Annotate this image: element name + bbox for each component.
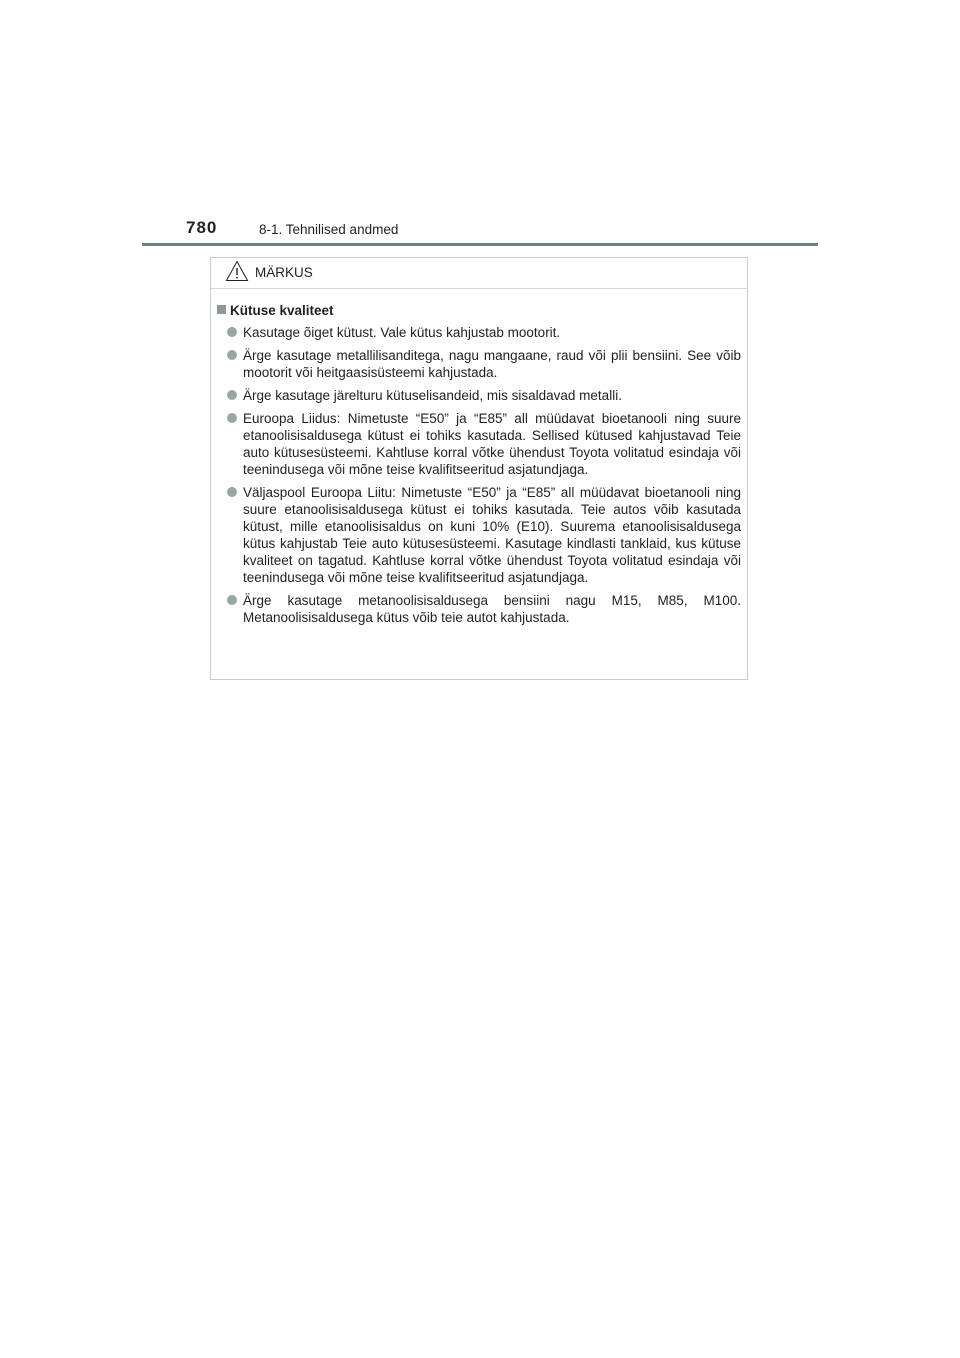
list-item xyxy=(217,592,741,626)
bullet-dot-icon xyxy=(227,595,237,605)
bullet-dot-icon xyxy=(227,413,237,423)
list-item-text: Ärge kasutage järelturu kütuselisandeid, mis sisaldavad metalli. xyxy=(243,388,622,403)
bullet-dot-icon xyxy=(227,350,237,360)
notice-header xyxy=(211,258,747,289)
notice-label: MÄRKUS xyxy=(255,265,313,280)
list-item xyxy=(217,484,741,586)
notice-box xyxy=(210,257,748,680)
list-item xyxy=(217,347,741,381)
list-item-text: Euroopa Liidus: Nimetuste “E50” ja “E85” all müüdavat bioetanooli ning suure etanoolisisaldusega kütust ei tohiks kasutada. Sellised kütused kahjustavad Teie auto kütusesüsteemi. Kahtluse korral võtke ühendust Toyota volitatud esindaja või teenindusega või mõne teise kvalifitseeritud asjatundjaga. xyxy=(243,411,741,477)
list-item xyxy=(217,410,741,478)
header-rule xyxy=(142,243,818,246)
list-item xyxy=(217,324,741,341)
topic-heading xyxy=(217,302,741,319)
warning-triangle-icon xyxy=(225,260,249,282)
page-number: 780 xyxy=(186,218,218,237)
list-item-text: Ärge kasutage metanoolisisaldusega bensiini nagu M15, M85, M100. Metanoolisisaldusega kütus võib teie autot kahjustada. xyxy=(243,593,741,625)
list-item-text: Väljaspool Euroopa Liitu: Nimetuste “E50” ja “E85” all müüdavat bioetanooli ning suure etanoolisisaldusega kütust ei tohiks kasutada. Teie autos võib kasutada kütust, mille etanoolisisaldus on kuni 10% (E10). Suurema etanoolisisaldusega kütus kahjustab Teie auto kütusesüsteemi. Kasutage kindlasti tanklaid, kus kütuse kvaliteet on tagatud. Kahtluse korral võtke ühendust Toyota volitatud esindaja või teenindusega või mõne teise kvalifitseeritud asjatundjaga. xyxy=(243,485,741,585)
notice-body xyxy=(211,289,747,626)
page-header xyxy=(142,214,818,246)
list-item xyxy=(217,387,741,404)
section-title: 8-1. Tehnilised andmed xyxy=(259,222,399,237)
bullet-dot-icon xyxy=(227,390,237,400)
square-bullet-icon xyxy=(217,305,226,314)
topic-heading-text: Kütuse kvaliteet xyxy=(230,303,334,318)
bullet-dot-icon xyxy=(227,487,237,497)
bullet-dot-icon xyxy=(227,327,237,337)
list-item-text: Ärge kasutage metallilisanditega, nagu mangaane, raud või plii bensiini. See võib mootorit või heitgaasisüsteemi kahjustada. xyxy=(243,348,741,380)
list-item-text: Kasutage õiget kütust. Vale kütus kahjustab mootorit. xyxy=(243,325,561,340)
